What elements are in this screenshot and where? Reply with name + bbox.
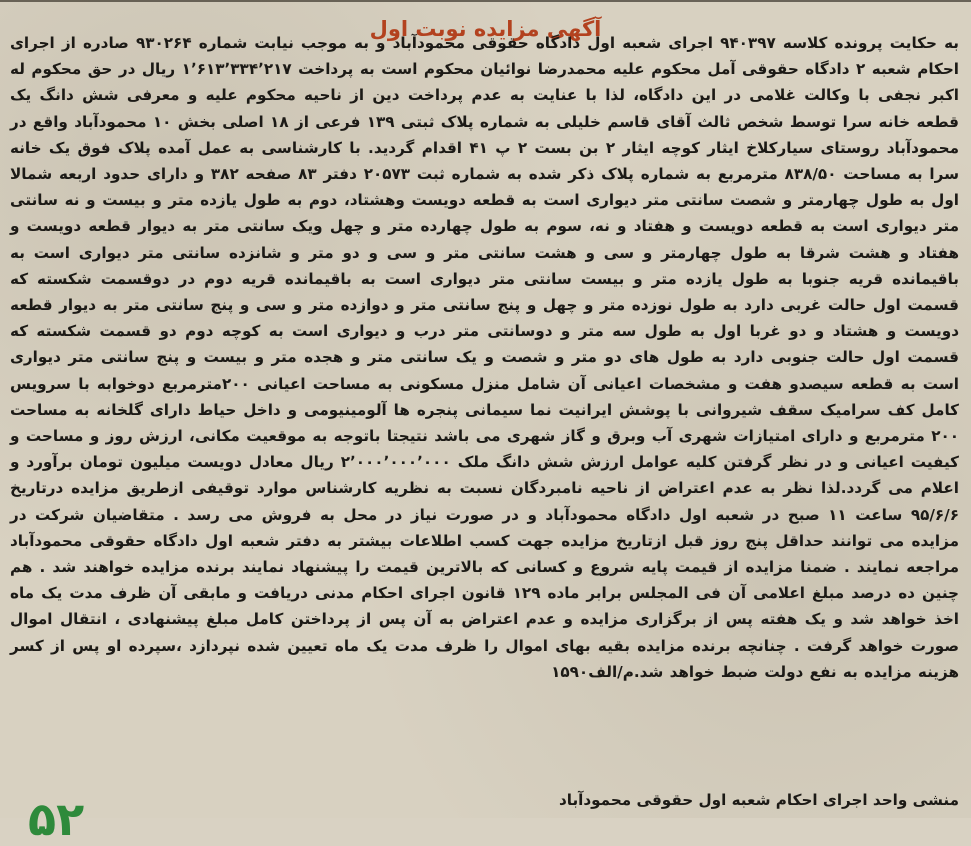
page-number: ۵۲ [28, 792, 85, 846]
top-rule [0, 0, 971, 2]
notice-body: به حکایت پرونده کلاسه ۹۴۰۳۹۷ اجرای شعبه اول دادگاه حقوقی محمودآباد و به موجب نیابت شماره ۹۳۰۲۶۴ صادره از اجرای احکام شعبه ۲ دادگاه حقوقی آمل محکوم علیه محمدرضا نوائیان محکوم است به پرداخت ۱٬۶۱۳٬۳۳۴٬۲۱۷ ریال در حق محکوم له اکبر نجفی با وکالت غلامی در این دادگاه، لذا با عنایت به عدم پرداخت دین از ناحیه محکوم علیه و معرفی شش دانگ یک قطعه خانه سرا توسط شخص ثالث آقای قاسم خلیلی به شماره پلاک ثبتی ۱۳۹ فرعی از ۱۸ اصلی بخش ۱۰ محمودآباد واقع در محمودآباد روستای سیارکلاخ ایثار کوچه ایثار ۲ بن بست ۲ پ ۴۱ اقدام گردید. با کارشناسی به عمل آمده پلاک فوق یک خانه سرا به مساحت ۸۳۸/۵۰ مترمربع به شماره پلاک ذکر شده به شماره ثبت ۲۰۵۷۳ دفتر ۸۳ صفحه ۳۸۲ و دارای حدود اربعه شمالا اول به طول چهارمتر و شصت سانتی متر دیواری است به قطعه دویست وهشتاد، دوم به طول یازده متر و بیست و نه سانتی متر دیواری است به قطعه دویست و هفتاد و نه، سوم به طول چهارده متر و چهل ویک سانتی متر به دیوار قطعه دویست و هفتاد و هشت شرقا به طول چهارمتر و سی و هشت سانتی متر و سی و دو متر و شانزده سانتی متر دیواری است به باقیمانده قریه جنوبا به طول یازده متر و بیست سانتی متر دیواری است به باقیمانده قریه دوم در دوقسمت شکسته که قسمت اول حالت غربی دارد به طول نوزده متر و چهل و پنج سانتی متر و دوازده متر و سی و پنج سانتی متر به دیوار قطعه دویست و هشتاد و دو غربا اول به طول سه متر و دوسانتی متر درب و دیواری است به کوچه دوم دو قسمت شکسته که قسمت اول حالت جنوبی دارد به طول های دو متر و شصت و یک سانتی متر و هجده متر و بیست و پنج سانتی متر دیواری است به قطعه سیصدو هفت و مشخصات اعیانی آن شامل منزل مسکونی به مساحت اعیانی ۲۰۰مترمربع دوخوابه با سرویس کامل کف سرامیک سقف شیروانی با پوشش ایرانیت نما سیمانی پنجره ها آلومینیومی و داخل حیاط دارای گلخانه به مساحت ۲۰۰ مترمربع و دارای امتیازات شهری آب وبرق و گاز شهری می باشد نتیجتا باتوجه به موقعیت مکانی، ارزش روز و مساحت و کیفیت اعیانی و در نظر گرفتن کلیه عوامل ارزش شش دانگ ملک ۲٬۰۰۰٬۰۰۰٬۰۰۰ ریال معادل دویست میلیون تومان برآورد و اعلام می گردد.لذا نظر به عدم اعتراض از ناحیه نامبردگان نسبت به نظریه کارشناس موارد توقیفی ازطریق مزایده درتاریخ ۹۵/۶/۶ ساعت ۱۱ صبح در شعبه اول دادگاه محمودآباد و در صورت نیاز در محل به فروش می رسد . متقاضیان شرکت در مزایده می توانند حداقل پنج روز قبل ازتاریخ مزایده جهت کسب اطلاعات بیشتر به دفتر شعبه اول دادگاه حقوقی محمودآباد مراجعه نمایند . ضمنا مزایده از قیمت پایه شروع و کسانی که بالاترین قیمت را پیشنهاد نمایند برنده مزایده خواهند شد . هم چنین ده درصد مبلغ اعلامی آن فی المجلس برابر ماده ۱۲۹ قانون اجرای احکام مدنی دریافت و مابقی آن ظرف مدت یک ماه اخذ خواهد شد و یک هفته پس از برگزاری مزایده و عدم اعتراض به آن پس از پرداختن کامل مبلغ پیشنهادی ، انتقال اموال صورت خواهد گرفت . چنانچه برنده مزایده بقیه بهای اموال را ظرف مدت یک ماه تعیین شده نپردازد ،سپرده او پس از کسر هزینه مزایده به نفع دولت ضبط خواهد شد.م/الف۱۵۹۰ [10, 34, 960, 681]
notice-title: آگهی مزایده نوبت اول [369, 17, 602, 42]
notice-signature: منشی واحد اجرای احکام شعبه اول حقوقی محمودآباد [558, 791, 959, 809]
